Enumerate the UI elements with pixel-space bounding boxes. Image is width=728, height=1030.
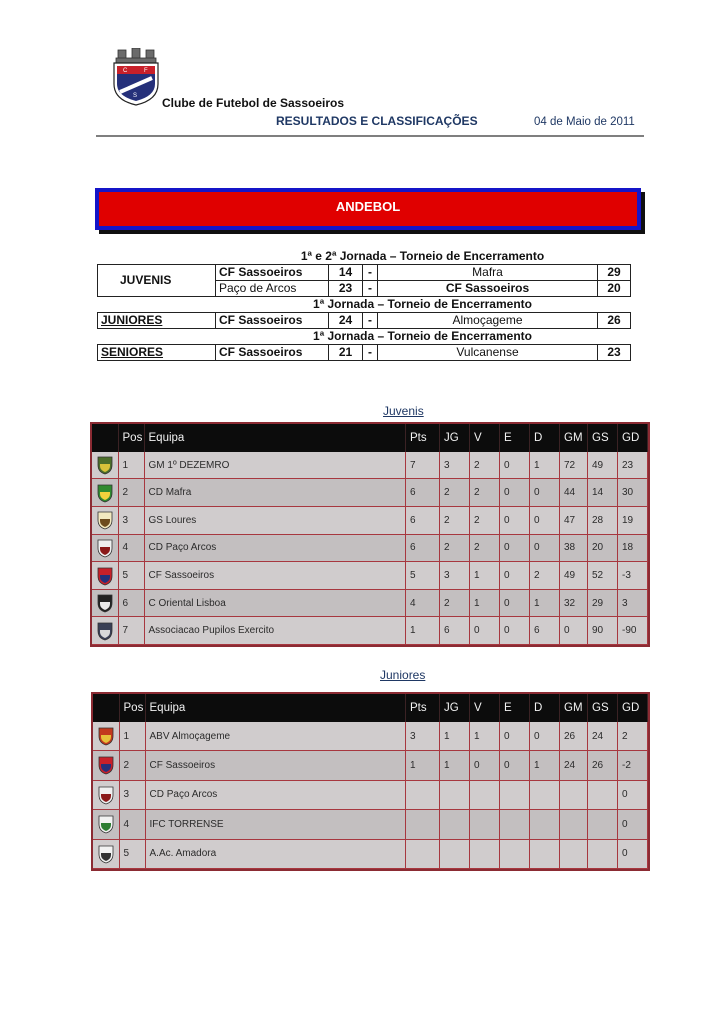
cell-gm: 32 <box>560 589 588 617</box>
cell-gs <box>588 839 618 868</box>
cell-team: CF Sassoeiros <box>144 562 406 590</box>
sport-section-bar <box>95 188 641 230</box>
cell-e: 0 <box>500 534 530 562</box>
cell-pos: 1 <box>119 722 145 751</box>
cell-pos: 5 <box>118 562 144 590</box>
table-row <box>93 722 648 751</box>
result-caption <box>98 329 631 345</box>
cell-v <box>470 780 500 809</box>
cell-jg <box>440 780 470 809</box>
table-row <box>92 562 648 590</box>
cell-gm <box>560 810 588 839</box>
ifc-torrense-crest <box>97 814 115 834</box>
column-header-d: D <box>530 424 560 452</box>
cf-sassoeiros-crest <box>97 755 115 775</box>
team-logo-cell <box>93 839 119 868</box>
cell-jg: 3 <box>440 562 470 590</box>
cell-e <box>500 839 530 868</box>
result-caption-text: 1ª e 2ª Jornada – Torneio de Encerramento <box>300 249 545 263</box>
cell-team: Associacao Pupilos Exercito <box>144 617 406 645</box>
cell-e: 0 <box>500 452 530 479</box>
cell-pts: 6 <box>406 507 440 535</box>
table-row <box>92 507 648 535</box>
cell-gd: -90 <box>618 617 648 645</box>
cell-v <box>470 810 500 839</box>
aac-amadora-crest <box>97 844 115 864</box>
cell-v <box>470 839 500 868</box>
cell-v: 2 <box>470 479 500 507</box>
cell-gd: 19 <box>618 507 648 535</box>
column-header-jg: JG <box>440 694 470 722</box>
cell-jg: 1 <box>440 722 470 751</box>
logo-column-header <box>92 424 118 452</box>
cell-d: 2 <box>530 562 560 590</box>
report-date: 04 de Maio de 2011 <box>534 116 635 128</box>
category-juniores: JUNIORES <box>98 313 216 329</box>
column-header-team: Equipa <box>144 424 406 452</box>
cell-gs: 49 <box>588 452 618 479</box>
table-row <box>93 751 648 780</box>
cell-gd: 3 <box>618 589 648 617</box>
cell-d: 0 <box>530 722 560 751</box>
result-row <box>98 265 631 281</box>
cell-jg: 2 <box>440 534 470 562</box>
home-score: 23 <box>329 281 363 297</box>
cell-gs <box>588 810 618 839</box>
cell-pts: 6 <box>406 534 440 562</box>
table-row <box>93 780 648 809</box>
result-row <box>98 313 631 329</box>
cell-gm: 26 <box>560 722 588 751</box>
cell-gd: -2 <box>618 751 648 780</box>
away-team: Almoçageme <box>378 313 598 329</box>
column-header-jg: JG <box>440 424 470 452</box>
cell-gs: 29 <box>588 589 618 617</box>
table-row <box>92 534 648 562</box>
result-row <box>98 345 631 361</box>
column-header-gs: GS <box>588 424 618 452</box>
score-separator: - <box>363 265 378 281</box>
cd-paco-arcos-crest <box>97 785 115 805</box>
logo-column-header <box>93 694 119 722</box>
cell-gs: 26 <box>588 751 618 780</box>
cell-pts <box>406 780 440 809</box>
header-divider <box>96 135 644 137</box>
cell-d: 1 <box>530 452 560 479</box>
team-logo-cell <box>92 562 118 590</box>
cell-gd: 30 <box>618 479 648 507</box>
cell-team: CF Sassoeiros <box>145 751 406 780</box>
cell-gd: 0 <box>618 810 648 839</box>
cd-paco-arcos-crest <box>96 538 114 558</box>
result-caption <box>98 249 631 265</box>
cell-d: 0 <box>530 534 560 562</box>
cell-e: 0 <box>500 507 530 535</box>
cell-gm: 72 <box>560 452 588 479</box>
column-header-pos: Pos <box>118 424 144 452</box>
standings-header-row <box>93 694 648 722</box>
cell-e: 0 <box>500 479 530 507</box>
cell-pos: 4 <box>119 810 145 839</box>
away-score: 20 <box>598 281 631 297</box>
cell-pts <box>406 810 440 839</box>
cell-e: 0 <box>500 722 530 751</box>
cell-pts: 5 <box>406 562 440 590</box>
table-row <box>93 839 648 868</box>
standings-label-juniores: Juniores <box>380 668 426 682</box>
cell-jg: 6 <box>440 617 470 645</box>
score-separator: - <box>363 345 378 361</box>
home-score: 21 <box>329 345 363 361</box>
cell-d <box>530 780 560 809</box>
table-row <box>92 452 648 479</box>
away-score: 29 <box>598 265 631 281</box>
table-row <box>92 617 648 645</box>
cell-v: 2 <box>470 507 500 535</box>
column-header-e: E <box>500 424 530 452</box>
svg-text:F: F <box>144 68 148 74</box>
cell-pos: 5 <box>119 839 145 868</box>
cell-gs: 20 <box>588 534 618 562</box>
cell-team: CD Paço Arcos <box>144 534 406 562</box>
cd-mafra-crest <box>96 483 114 503</box>
team-logo-cell <box>93 780 119 809</box>
cell-d: 0 <box>530 507 560 535</box>
club-name: Clube de Futebol de Sassoeiros <box>162 96 345 110</box>
cell-gd: 0 <box>618 780 648 809</box>
cell-v: 0 <box>470 751 500 780</box>
cell-pts: 1 <box>406 751 440 780</box>
home-team: CF Sassoeiros <box>216 265 329 281</box>
column-header-gs: GS <box>588 694 618 722</box>
abv-almocageme-crest <box>97 726 115 746</box>
cell-pos: 7 <box>118 617 144 645</box>
cf-sassoeiros-crest <box>96 566 114 586</box>
cell-team: IFC TORRENSE <box>145 810 406 839</box>
cell-gm <box>560 780 588 809</box>
cell-e <box>500 780 530 809</box>
club-crest-logo <box>108 48 164 106</box>
cell-pts: 1 <box>406 617 440 645</box>
cell-gm: 49 <box>560 562 588 590</box>
cell-jg: 3 <box>440 452 470 479</box>
cell-team: A.Ac. Amadora <box>145 839 406 868</box>
cell-jg: 2 <box>440 479 470 507</box>
column-header-v: V <box>470 694 500 722</box>
cell-team: GS Loures <box>144 507 406 535</box>
cell-gm: 38 <box>560 534 588 562</box>
cell-v: 2 <box>470 452 500 479</box>
category-juvenis: JUVENIS <box>98 265 216 297</box>
cell-d <box>530 810 560 839</box>
cell-pos: 3 <box>119 780 145 809</box>
score-separator: - <box>363 281 378 297</box>
cell-team: ABV Almoçageme <box>145 722 406 751</box>
home-team: Paço de Arcos <box>216 281 329 297</box>
cell-e <box>500 810 530 839</box>
sport-title: ANDEBOL <box>335 199 401 214</box>
cell-d: 6 <box>530 617 560 645</box>
cell-gm: 0 <box>560 617 588 645</box>
cell-jg <box>440 839 470 868</box>
team-logo-cell <box>93 751 119 780</box>
home-team: CF Sassoeiros <box>216 313 329 329</box>
cell-pos: 4 <box>118 534 144 562</box>
cell-d <box>530 839 560 868</box>
column-header-gd: GD <box>618 694 648 722</box>
cell-jg: 1 <box>440 751 470 780</box>
cell-e: 0 <box>500 562 530 590</box>
column-header-v: V <box>470 424 500 452</box>
cell-v: 1 <box>470 589 500 617</box>
standings-label-juvenis: Juvenis <box>383 404 424 418</box>
cell-gm: 47 <box>560 507 588 535</box>
team-logo-cell <box>92 617 118 645</box>
cell-pos: 2 <box>119 751 145 780</box>
cell-gd: -3 <box>618 562 648 590</box>
gs-loures-crest <box>96 510 114 530</box>
team-logo-cell <box>92 452 118 479</box>
away-team: CF Sassoeiros <box>378 281 598 297</box>
cell-gd: 0 <box>618 839 648 868</box>
cell-team: CD Paço Arcos <box>145 780 406 809</box>
cell-v: 1 <box>470 562 500 590</box>
cell-jg <box>440 810 470 839</box>
cell-v: 0 <box>470 617 500 645</box>
cell-gs <box>588 780 618 809</box>
column-header-pts: Pts <box>406 694 440 722</box>
team-logo-cell <box>92 507 118 535</box>
cell-gs: 28 <box>588 507 618 535</box>
cell-gm: 24 <box>560 751 588 780</box>
table-row <box>93 810 648 839</box>
away-score: 26 <box>598 313 631 329</box>
team-logo-cell <box>93 810 119 839</box>
cell-team: C Oriental Lisboa <box>144 589 406 617</box>
column-header-e: E <box>500 694 530 722</box>
result-caption-text: 1ª Jornada – Torneio de Encerramento <box>313 297 532 311</box>
column-header-d: D <box>530 694 560 722</box>
cell-gd: 23 <box>618 452 648 479</box>
away-team: Vulcanense <box>378 345 598 361</box>
team-logo-cell <box>93 722 119 751</box>
table-row <box>92 589 648 617</box>
cell-pos: 2 <box>118 479 144 507</box>
cell-d: 1 <box>530 589 560 617</box>
cell-pts: 3 <box>406 722 440 751</box>
cell-pos: 3 <box>118 507 144 535</box>
cell-e: 0 <box>500 589 530 617</box>
cell-gs: 14 <box>588 479 618 507</box>
away-score: 23 <box>598 345 631 361</box>
standings-header-row <box>92 424 648 452</box>
gm-dezembro-crest <box>96 455 114 475</box>
home-score: 14 <box>329 265 363 281</box>
cell-pts <box>406 839 440 868</box>
column-header-gd: GD <box>618 424 648 452</box>
team-logo-cell <box>92 479 118 507</box>
cell-gs: 52 <box>588 562 618 590</box>
cell-v: 1 <box>470 722 500 751</box>
result-caption-text: 1ª Jornada – Torneio de Encerramento <box>313 329 532 343</box>
c-oriental-crest <box>96 593 114 613</box>
cell-pts: 4 <box>406 589 440 617</box>
cell-d: 0 <box>530 479 560 507</box>
team-logo-cell <box>92 589 118 617</box>
column-header-pos: Pos <box>119 694 145 722</box>
standings-table-juniores <box>91 692 650 871</box>
cell-gs: 24 <box>588 722 618 751</box>
home-score: 24 <box>329 313 363 329</box>
team-logo-cell <box>92 534 118 562</box>
cell-gs: 90 <box>588 617 618 645</box>
cell-team: GM 1º DEZEMRO <box>144 452 406 479</box>
pupilos-exercito-crest <box>96 621 114 641</box>
cell-gd: 18 <box>618 534 648 562</box>
cell-e: 0 <box>500 751 530 780</box>
svg-text:S: S <box>133 93 138 99</box>
column-header-pts: Pts <box>406 424 440 452</box>
away-team: Mafra <box>378 265 598 281</box>
cell-jg: 2 <box>440 507 470 535</box>
column-header-gm: GM <box>560 694 588 722</box>
cell-gm <box>560 839 588 868</box>
cell-pts: 7 <box>406 452 440 479</box>
home-team: CF Sassoeiros <box>216 345 329 361</box>
result-caption <box>98 297 631 313</box>
cell-pts: 6 <box>406 479 440 507</box>
cell-gm: 44 <box>560 479 588 507</box>
cell-e: 0 <box>500 617 530 645</box>
column-header-team: Equipa <box>145 694 406 722</box>
column-header-gm: GM <box>560 424 588 452</box>
standings-table-juvenis <box>90 422 650 647</box>
category-seniores: SENIORES <box>98 345 216 361</box>
score-separator: - <box>363 313 378 329</box>
cell-pos: 6 <box>118 589 144 617</box>
cell-pos: 1 <box>118 452 144 479</box>
table-row <box>92 479 648 507</box>
cell-v: 2 <box>470 534 500 562</box>
report-title: RESULTADOS E CLASSIFICAÇÕES <box>276 114 478 128</box>
svg-text:C: C <box>123 68 128 74</box>
cell-d: 1 <box>530 751 560 780</box>
cell-team: CD Mafra <box>144 479 406 507</box>
cell-gd: 2 <box>618 722 648 751</box>
results-table <box>97 249 630 361</box>
cell-jg: 2 <box>440 589 470 617</box>
